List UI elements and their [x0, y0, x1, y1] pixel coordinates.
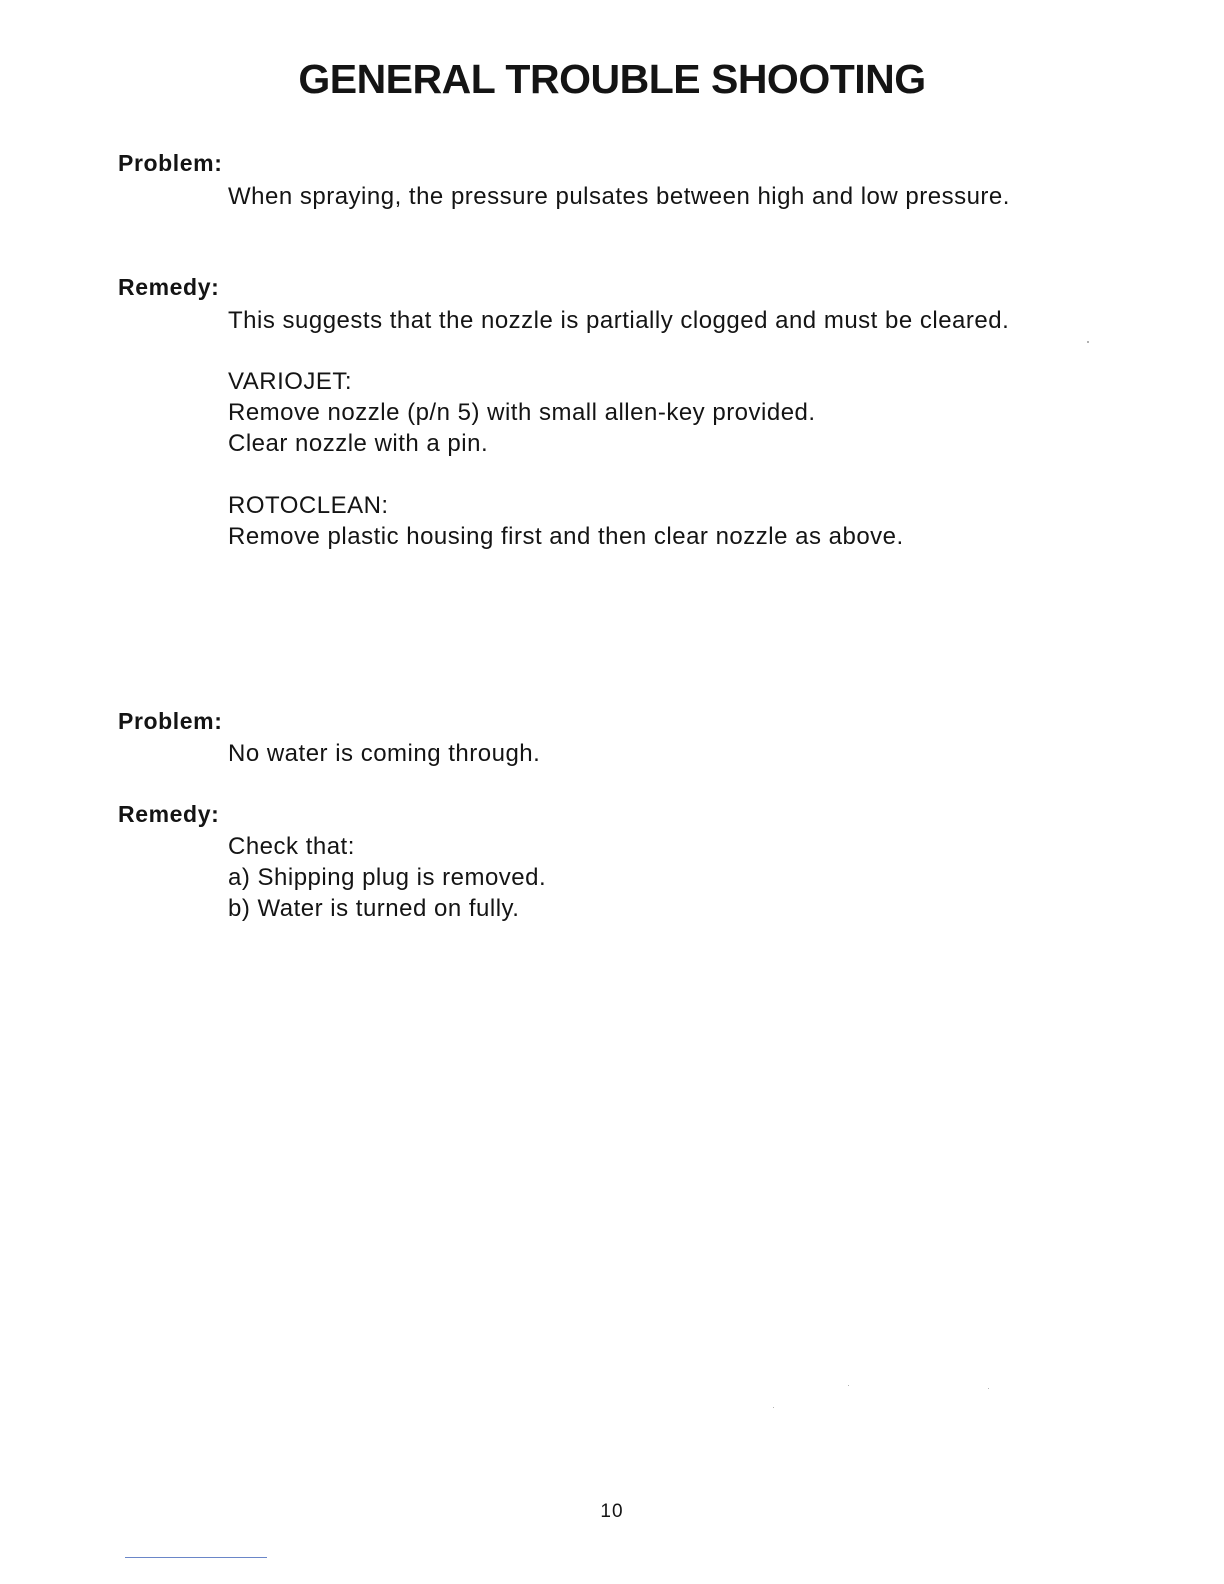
checklist-item-b: b) Water is turned on fully.: [228, 895, 520, 922]
checklist-item-a: a) Shipping plug is removed.: [228, 864, 547, 891]
remedy-text: This suggests that the nozzle is partially clogged and must be cleared.: [228, 307, 1010, 334]
variojet-step-1: Remove nozzle (p/n 5) with small allen-key provided.: [228, 399, 816, 426]
page-number: 10: [600, 1501, 624, 1522]
problem-text: No water is coming through.: [228, 740, 541, 767]
problem-heading: Problem:: [118, 150, 223, 176]
remedy-text: Check that:: [228, 833, 355, 860]
variojet-title: VARIOJET:: [228, 368, 353, 395]
variojet-step-2: Clear nozzle with a pin.: [228, 430, 489, 457]
bottom-rule: [125, 1557, 267, 1558]
scan-speck: [773, 1407, 774, 1408]
remedy-heading: Remedy:: [118, 274, 220, 300]
problem-heading: Problem:: [118, 708, 223, 734]
scan-speck: [1087, 341, 1089, 343]
scan-speck: [988, 1388, 989, 1389]
rotoclean-step-1: Remove plastic housing first and then clear nozzle as above.: [228, 523, 904, 550]
remedy-heading: Remedy:: [118, 801, 220, 827]
scan-speck: [848, 1385, 849, 1386]
problem-text: When spraying, the pressure pulsates between high and low pressure.: [228, 183, 1010, 210]
rotoclean-title: ROTOCLEAN:: [228, 492, 389, 519]
page-title: GENERAL TROUBLE SHOOTING: [298, 56, 926, 102]
